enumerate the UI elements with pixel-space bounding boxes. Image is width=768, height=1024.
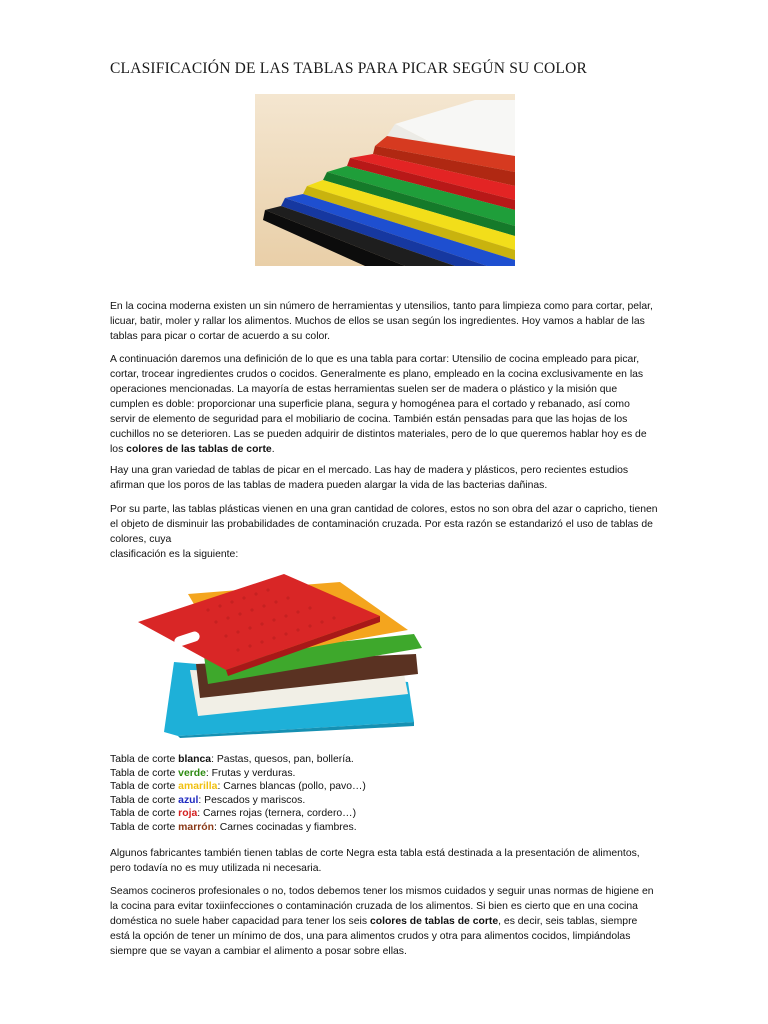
list-item-amarilla: Tabla de corte amarilla: Carnes blancas (pollo, pavo…) <box>110 781 366 793</box>
hygiene-text: Seamos cocineros profesionales o no, todos debemos tener los mismos cuidados y seguir unas normas de higiene en la cocina para evitar toxiinfecciones o contaminación cruzada de los alimentos. Si bien es cierto que en una cocina doméstica no suele haber capacidad para tener los seis <box>110 886 654 927</box>
page-title: CLASIFICACIÓN DE LAS TABLAS PARA PICAR SEGÚN SU COLOR <box>110 60 588 77</box>
color-classification-list <box>110 753 366 835</box>
intro-paragraph <box>110 299 658 344</box>
list-item-marron: Tabla de corte marrón: Carnes cocinadas y fiambres. <box>110 821 357 833</box>
definition-text: A continuación daremos una definición de lo que es una tabla para cortar: Utensilio de cocina empleado para picar, cortar, trocear ingredientes crudos o cocidos. Generalmente es plano, empleado en la cocina exclusivamente en las operaciones mencionadas. La mayoría de estas herramientas suelen ser de madera o plástico y la misión que cumplen es doble: proporcionar una superficie plana, segura y homogénea para el cortado y rebanado, así como servir de elemento de seguridad para el mobiliario de cocina. También están pensadas para que las hojas de los cuchillos no se deterioren. Las se pueden adquirir de distintos materiales, pero de lo que queremos hablar hoy es de los <box>110 354 647 455</box>
black-board-text: Algunos fabricantes también tienen tablas de corte Negra esta tabla está destinada a la presentación de alimentos, pero todavía no es muy utilizada ni necesaria. <box>110 848 640 874</box>
fanned-cutting-boards-image <box>108 570 424 738</box>
stacked-cutting-boards-image <box>255 94 515 266</box>
color-word-amarilla: amarilla <box>178 781 218 793</box>
definition-bold-text: colores de las tablas de corte <box>126 444 272 455</box>
definition-paragraph <box>110 352 658 457</box>
color-word-roja: roja <box>178 808 198 820</box>
color-word-azul: azul <box>178 794 199 806</box>
intro-text: En la cocina moderna existen un sin número de herramientas y utensilios, tanto para limpieza como para cortar, pelar, licuar, batir, moler y rallar los alimentos. Muchos de ellos se usan según los ingredientes. Hoy vamos a hablar de las tablas para picar o cortar de acuerdo a su color. <box>110 301 653 342</box>
plastic-text: Por su parte, las tablas plásticas vienen en una gran cantidad de colores, estos no son obra del azar o capricho, tienen el objeto de disminuir las probabilidades de contaminación cruzada. Por esta razón se estandarizó el uso de tablas de colores, cuya <box>110 504 658 545</box>
color-word-blanca: blanca <box>178 754 212 765</box>
color-word-verde: verde <box>178 767 206 779</box>
list-item-azul: Tabla de corte azul: Pescados y mariscos. <box>110 794 306 806</box>
variety-text: Hay una gran variedad de tablas de picar en el mercado. Las hay de madera y plásticos, pero recientes estudios afirman que los poros de las tablas de madera pueden alargar la vida de las bacterias dañinas. <box>110 465 629 491</box>
list-item-blanca: Tabla de corte blanca: Pastas, quesos, pan, bollería. <box>110 754 354 765</box>
list-item-verde: Tabla de corte verde: Frutas y verduras. <box>110 767 296 779</box>
variety-paragraph <box>110 463 658 493</box>
hygiene-bold-text: colores de tablas de corte <box>369 916 499 927</box>
hygiene-paragraph <box>110 884 658 959</box>
plastic-text-continued: clasificación es la siguiente: <box>110 549 239 560</box>
black-board-paragraph <box>110 846 658 876</box>
list-item-roja: Tabla de corte roja: Carnes rojas (ternera, cordero…) <box>110 808 357 820</box>
color-word-marron: marrón <box>178 821 214 833</box>
plastic-paragraph <box>110 502 658 562</box>
definition-end: . <box>271 444 275 455</box>
hygiene-end: , es decir, seis tablas, siempre está la opción de tener un mínimo de dos, una para alimentos crudos y otra para alimentos cocidos, limpiándolas siempre que se vayan a cambiar el alimento a posar sobre ellas. <box>110 916 638 957</box>
